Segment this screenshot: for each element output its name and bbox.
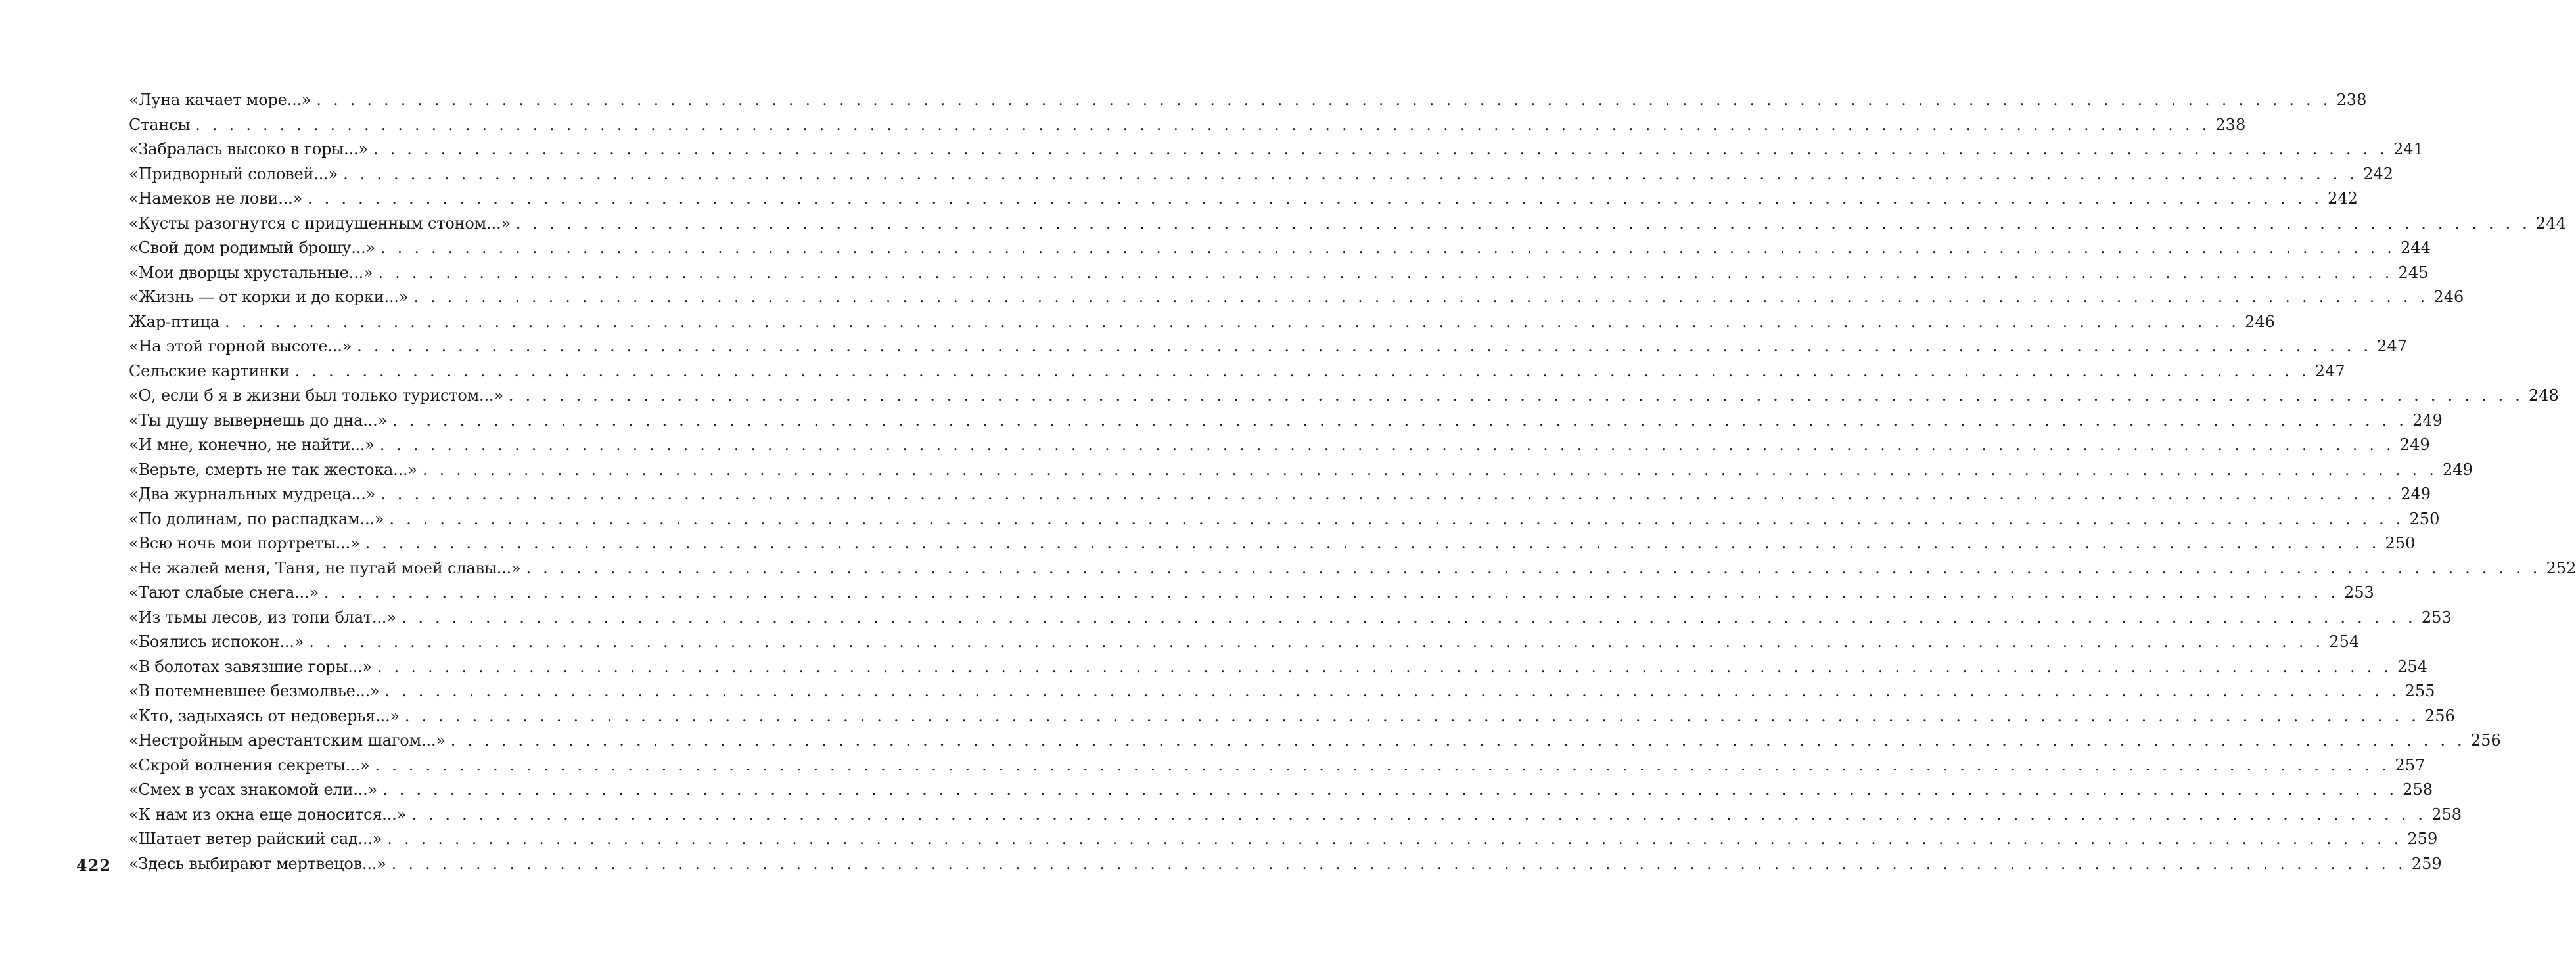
- entry-page-number: 246: [2433, 288, 2464, 306]
- dot-leader: . . . . . . . . . . . . . . . . . . . . . . . . . . . . . . . . . . . . . . . . . . . . . . . . . . . . . . . . . . . . . . . . . . . . . . . . . . . . . . . . . . . . . . . . . . . . . . . . . . . . . . . . . . . . . . . . . . . . . . . .: [380, 238, 2396, 257]
- entry-page-number: 254: [2329, 633, 2360, 651]
- dot-leader: . . . . . . . . . . . . . . . . . . . . . . . . . . . . . . . . . . . . . . . . . . . . . . . . . . . . . . . . . . . . . . . . . . . . . . . . . . . . . . . . . . . . . . . . . . . . . . . . . . . . . . . . . . . . . . . . . . . . . . . .: [377, 657, 2393, 676]
- entry-page-number: 246: [2245, 312, 2275, 331]
- toc-entry: [129, 113, 2246, 138]
- dot-leader: . . . . . . . . . . . . . . . . . . . . . . . . . . . . . . . . . . . . . . . . . . . . . . . . . . . . . . . . . . . . . . . . . . . . . . . . . . . . . . . . . . . . . . . . . . . . . . . . . . . . . . . . . . . . . . . . . . . . . . . .: [389, 509, 2404, 528]
- dot-leader: . . . . . . . . . . . . . . . . . . . . . . . . . . . . . . . . . . . . . . . . . . . . . . . . . . . . . . . . . . . . . . . . . . . . . . . . . . . . . . . . . . . . . . . . . . . . . . . . . . . . . . . . . . . . . . . . . . . . . . . .: [422, 460, 2438, 479]
- dot-leader: . . . . . . . . . . . . . . . . . . . . . . . . . . . . . . . . . . . . . . . . . . . . . . . . . . . . . . . . . . . . . . . . . . . . . . . . . . . . . . . . . . . . . . . . . . . . . . . . . . . . . . . . . . . . . . . . . . . . . . . .: [382, 780, 2398, 799]
- entry-page-number: 247: [2314, 361, 2345, 380]
- entry-title: «Кусты разогнутся с придушенным стоном...»: [129, 213, 511, 233]
- entry-page-number: 242: [2328, 189, 2358, 208]
- entry-title: «Шатает ветер райский сад...»: [129, 830, 382, 848]
- table-of-contents: [129, 88, 2576, 876]
- entry-title: «Жизнь — от корки и до корки...»: [129, 288, 409, 306]
- entry-title: «Скрой волнения секреты...»: [129, 755, 370, 774]
- toc-entry: [129, 630, 2360, 655]
- toc-entry: [129, 778, 2433, 803]
- entry-title: «Из тьмы лесов, из топи блат...»: [129, 608, 396, 627]
- entry-page-number: 242: [2363, 164, 2393, 183]
- entry-title: «Свой дом родимый брошу...»: [129, 238, 376, 257]
- dot-leader: . . . . . . . . . . . . . . . . . . . . . . . . . . . . . . . . . . . . . . . . . . . . . . . . . . . . . . . . . . . . . . . . . . . . . . . . . . . . . . . . . . . . . . . . . . . . . . . . . . . . . . . . . . . . . . . . . . . . . . . .: [379, 435, 2395, 454]
- toc-entry: [129, 531, 2416, 556]
- entry-page-number: 250: [2409, 509, 2440, 528]
- toc-entry: [129, 556, 2576, 581]
- dot-leader: . . . . . . . . . . . . . . . . . . . . . . . . . . . . . . . . . . . . . . . . . . . . . . . . . . . . . . . . . . . . . . . . . . . . . . . . . . . . . . . . . . . . . . . . . . . . . . . . . . . . . . . . . . . . . . . . . . . . . . . .: [316, 91, 2332, 109]
- dot-leader: . . . . . . . . . . . . . . . . . . . . . . . . . . . . . . . . . . . . . . . . . . . . . . . . . . . . . . . . . . . . . . . . . . . . . . . . . . . . . . . . . . . . . . . . . . . . . . . . . . . . . . . . . . . . . . . . . . . . . . . .: [309, 633, 2324, 651]
- entry-page-number: 249: [2412, 411, 2443, 430]
- toc-entry: [129, 655, 2427, 680]
- toc-entry: [129, 507, 2440, 532]
- dot-leader: . . . . . . . . . . . . . . . . . . . . . . . . . . . . . . . . . . . . . . . . . . . . . . . . . . . . . . . . . . . . . . . . . . . . . . . . . . . . . . . . . . . . . . . . . . . . . . . . . . . . . . . . . . . . . . . . . . . . . . . .: [373, 140, 2389, 158]
- toc-entry: [129, 88, 2367, 113]
- entry-page-number: 253: [2421, 608, 2452, 627]
- dot-leader: . . . . . . . . . . . . . . . . . . . . . . . . . . . . . . . . . . . . . . . . . . . . . . . . . . . . . . . . . . . . . . . . . . . . . . . . . . . . . . . . . . . . . . . . . . . . . . . . . . . . . . . . . . . . . . . . . . . . . . . .: [392, 411, 2408, 430]
- entry-page-number: 244: [2401, 238, 2431, 257]
- toc-entry: [129, 212, 2566, 236]
- dot-leader: . . . . . . . . . . . . . . . . . . . . . . . . . . . . . . . . . . . . . . . . . . . . . . . . . . . . . . . . . . . . . . . . . . . . . . . . . . . . . . . . . . . . . . . . . . . . . . . . . . . . . . . . . . . . . . . . . . . . . . . .: [404, 706, 2420, 725]
- dot-leader: . . . . . . . . . . . . . . . . . . . . . . . . . . . . . . . . . . . . . . . . . . . . . . . . . . . . . . . . . . . . . . . . . . . . . . . . . . . . . . . . . . . . . . . . . . . . . . . . . . . . . . . . . . . . . . . . . . . . . . . .: [411, 805, 2427, 824]
- entry-page-number: 256: [2425, 706, 2455, 725]
- entry-title: «Всю ночь мои портреты...»: [129, 534, 360, 552]
- dot-leader: . . . . . . . . . . . . . . . . . . . . . . . . . . . . . . . . . . . . . . . . . . . . . . . . . . . . . . . . . . . . . . . . . . . . . . . . . . . . . . . . . . . . . . . . . . . . . . . . . . . . . . . . . . . . . . . . . . . . . . . .: [401, 608, 2416, 627]
- entry-title: «О, если б я в жизни был только туристом...»: [129, 386, 503, 405]
- toc-entry: [129, 753, 2426, 778]
- entry-title: «Луна качает море...»: [129, 91, 311, 109]
- toc-entry: [129, 827, 2438, 852]
- toc-entry: [129, 458, 2473, 483]
- dot-leader: . . . . . . . . . . . . . . . . . . . . . . . . . . . . . . . . . . . . . . . . . . . . . . . . . . . . . . . . . . . . . . . . . . . . . . . . . . . . . . . . . . . . . . . . . . . . . . . . . . . . . . . . . . . . . . . . . . . . . . . .: [308, 189, 2323, 208]
- entry-title: «В болотах завязшие горы...»: [129, 657, 373, 676]
- toc-entry: [129, 581, 2374, 606]
- entry-title: Жар-птица: [129, 312, 219, 331]
- entry-page-number: 256: [2470, 731, 2501, 749]
- dot-leader: . . . . . . . . . . . . . . . . . . . . . . . . . . . . . . . . . . . . . . . . . . . . . . . . . . . . . . . . . . . . . . . . . . . . . . . . . . . . . . . . . . . . . . . . . . . . . . . . . . . . . . . . . . . . . . . . . . . . . . . .: [387, 830, 2403, 848]
- entry-title: «Верьте, смерть не так жестока...»: [129, 460, 417, 479]
- entry-title: «Здесь выбирают мертвецов...»: [129, 854, 386, 873]
- entry-page-number: 244: [2536, 213, 2566, 233]
- entry-page-number: 258: [2403, 780, 2433, 799]
- toc-entry: [129, 162, 2393, 187]
- toc-entry: [129, 679, 2435, 704]
- entry-page-number: 259: [2411, 854, 2442, 873]
- toc-entry: [129, 137, 2424, 162]
- toc-entry: [129, 482, 2431, 507]
- entry-title: «Ты душу вывернешь до дна...»: [129, 411, 387, 430]
- dot-leader: . . . . . . . . . . . . . . . . . . . . . . . . . . . . . . . . . . . . . . . . . . . . . . . . . . . . . . . . . . . . . . . . . . . . . . . . . . . . . . . . . . . . . . . . . . . . . . . . . . . . . . . . . . . . . . . . . . . . . . . .: [450, 731, 2466, 749]
- toc-entry: [129, 728, 2501, 753]
- entry-title: «В потемневшее безмолвье...»: [129, 682, 380, 700]
- toc-entry: [129, 261, 2429, 286]
- toc-entry: [129, 409, 2443, 434]
- toc-entry: [129, 334, 2408, 359]
- entry-title: «Не жалей меня, Таня, не пугай моей славы...»: [129, 558, 521, 577]
- entry-title: «Боялись испокон...»: [129, 633, 304, 651]
- dot-leader: . . . . . . . . . . . . . . . . . . . . . . . . . . . . . . . . . . . . . . . . . . . . . . . . . . . . . . . . . . . . . . . . . . . . . . . . . . . . . . . . . . . . . . . . . . . . . . . . . . . . . . . . . . . . . . . . . . . . . . . .: [323, 583, 2339, 602]
- entry-page-number: 250: [2385, 534, 2416, 552]
- entry-title: «Смех в усах знакомой ели...»: [129, 780, 378, 799]
- entry-page-number: 249: [2401, 485, 2431, 503]
- entry-page-number: 249: [2443, 460, 2473, 479]
- dot-leader: . . . . . . . . . . . . . . . . . . . . . . . . . . . . . . . . . . . . . . . . . . . . . . . . . . . . . . . . . . . . . . . . . . . . . . . . . . . . . . . . . . . . . . . . . . . . . . . . . . . . . . . . . . . . . . . . . . . . . . . .: [515, 213, 2531, 233]
- entry-page-number: 238: [2215, 115, 2246, 134]
- toc-entry: [129, 310, 2275, 335]
- dot-leader: . . . . . . . . . . . . . . . . . . . . . . . . . . . . . . . . . . . . . . . . . . . . . . . . . . . . . . . . . . . . . . . . . . . . . . . . . . . . . . . . . . . . . . . . . . . . . . . . . . . . . . . . . . . . . . . . . . . . . . . .: [224, 312, 2240, 331]
- toc-entry: [129, 359, 2345, 384]
- entry-page-number: 253: [2343, 583, 2374, 602]
- dot-leader: . . . . . . . . . . . . . . . . . . . . . . . . . . . . . . . . . . . . . . . . . . . . . . . . . . . . . . . . . . . . . . . . . . . . . . . . . . . . . . . . . . . . . . . . . . . . . . . . . . . . . . . . . . . . . . . . . . . . . . . .: [391, 854, 2406, 873]
- page-number: 422: [76, 856, 112, 875]
- toc-entry: [129, 852, 2442, 877]
- entry-title: «Два журнальных мудреца...»: [129, 485, 376, 503]
- entry-title: «Придворный соловей...»: [129, 164, 338, 183]
- dot-leader: . . . . . . . . . . . . . . . . . . . . . . . . . . . . . . . . . . . . . . . . . . . . . . . . . . . . . . . . . . . . . . . . . . . . . . . . . . . . . . . . . . . . . . . . . . . . . . . . . . . . . . . . . . . . . . . . . . . . . . . .: [380, 485, 2396, 503]
- toc-entry: [129, 803, 2462, 828]
- entry-page-number: 254: [2397, 657, 2427, 676]
- entry-title: «К нам из окна еще доносится...»: [129, 805, 407, 824]
- entry-title: «Намеков не лови...»: [129, 189, 302, 208]
- entry-page-number: 247: [2377, 337, 2408, 355]
- entry-page-number: 238: [2336, 91, 2367, 109]
- dot-leader: . . . . . . . . . . . . . . . . . . . . . . . . . . . . . . . . . . . . . . . . . . . . . . . . . . . . . . . . . . . . . . . . . . . . . . . . . . . . . . . . . . . . . . . . . . . . . . . . . . . . . . . . . . . . . . . . . . . . . . . .: [365, 534, 2380, 552]
- toc-entry: [129, 285, 2464, 310]
- toc-entry: [129, 384, 2559, 409]
- dot-leader: . . . . . . . . . . . . . . . . . . . . . . . . . . . . . . . . . . . . . . . . . . . . . . . . . . . . . . . . . . . . . . . . . . . . . . . . . . . . . . . . . . . . . . . . . . . . . . . . . . . . . . . . . . . . . . . . . . . . . . . .: [195, 115, 2211, 134]
- toc-entry: [129, 704, 2455, 729]
- entry-page-number: 252: [2546, 558, 2576, 577]
- toc-entry: [129, 187, 2358, 212]
- entry-page-number: 245: [2398, 263, 2429, 282]
- entry-page-number: 248: [2528, 386, 2559, 405]
- entry-title: «Забралась высоко в горы...»: [129, 140, 368, 158]
- entry-title: «Тают слабые снега...»: [129, 583, 319, 602]
- entry-page-number: 255: [2404, 682, 2435, 700]
- entry-page-number: 259: [2407, 830, 2438, 848]
- toc-entry: [129, 236, 2431, 261]
- entry-title: «По долинам, по распадкам...»: [129, 509, 384, 528]
- entry-title: Сельские картинки: [129, 361, 290, 380]
- dot-leader: . . . . . . . . . . . . . . . . . . . . . . . . . . . . . . . . . . . . . . . . . . . . . . . . . . . . . . . . . . . . . . . . . . . . . . . . . . . . . . . . . . . . . . . . . . . . . . . . . . . . . . . . . . . . . . . . . . . . . . . .: [526, 558, 2541, 577]
- toc-entry: [129, 433, 2430, 458]
- entry-title: «Кто, задыхаясь от недоверья...»: [129, 706, 400, 725]
- entry-page-number: 241: [2393, 140, 2424, 158]
- entry-title: «Мои дворцы хрустальные...»: [129, 263, 373, 282]
- dot-leader: . . . . . . . . . . . . . . . . . . . . . . . . . . . . . . . . . . . . . . . . . . . . . . . . . . . . . . . . . . . . . . . . . . . . . . . . . . . . . . . . . . . . . . . . . . . . . . . . . . . . . . . . . . . . . . . . . . . . . . . .: [384, 682, 2400, 700]
- dot-leader: . . . . . . . . . . . . . . . . . . . . . . . . . . . . . . . . . . . . . . . . . . . . . . . . . . . . . . . . . . . . . . . . . . . . . . . . . . . . . . . . . . . . . . . . . . . . . . . . . . . . . . . . . . . . . . . . . . . . . . . .: [508, 386, 2523, 405]
- entry-page-number: 258: [2431, 805, 2462, 824]
- entry-title: «И мне, конечно, не найти...»: [129, 435, 375, 454]
- dot-leader: . . . . . . . . . . . . . . . . . . . . . . . . . . . . . . . . . . . . . . . . . . . . . . . . . . . . . . . . . . . . . . . . . . . . . . . . . . . . . . . . . . . . . . . . . . . . . . . . . . . . . . . . . . . . . . . . . . . . . . . .: [343, 164, 2358, 183]
- entry-title: «Нестройным арестантским шагом...»: [129, 731, 446, 749]
- dot-leader: . . . . . . . . . . . . . . . . . . . . . . . . . . . . . . . . . . . . . . . . . . . . . . . . . . . . . . . . . . . . . . . . . . . . . . . . . . . . . . . . . . . . . . . . . . . . . . . . . . . . . . . . . . . . . . . . . . . . . . . .: [378, 263, 2393, 282]
- dot-leader: . . . . . . . . . . . . . . . . . . . . . . . . . . . . . . . . . . . . . . . . . . . . . . . . . . . . . . . . . . . . . . . . . . . . . . . . . . . . . . . . . . . . . . . . . . . . . . . . . . . . . . . . . . . . . . . . . . . . . . . .: [357, 337, 2372, 355]
- dot-leader: . . . . . . . . . . . . . . . . . . . . . . . . . . . . . . . . . . . . . . . . . . . . . . . . . . . . . . . . . . . . . . . . . . . . . . . . . . . . . . . . . . . . . . . . . . . . . . . . . . . . . . . . . . . . . . . . . . . . . . . .: [294, 361, 2310, 380]
- dot-leader: . . . . . . . . . . . . . . . . . . . . . . . . . . . . . . . . . . . . . . . . . . . . . . . . . . . . . . . . . . . . . . . . . . . . . . . . . . . . . . . . . . . . . . . . . . . . . . . . . . . . . . . . . . . . . . . . . . . . . . . .: [413, 288, 2429, 306]
- entry-title: Стансы: [129, 115, 191, 134]
- entry-page-number: 257: [2395, 755, 2426, 774]
- dot-leader: . . . . . . . . . . . . . . . . . . . . . . . . . . . . . . . . . . . . . . . . . . . . . . . . . . . . . . . . . . . . . . . . . . . . . . . . . . . . . . . . . . . . . . . . . . . . . . . . . . . . . . . . . . . . . . . . . . . . . . . .: [375, 755, 2390, 774]
- toc-entry: [129, 606, 2452, 631]
- entry-page-number: 249: [2399, 435, 2430, 454]
- entry-title: «На этой горной высоте...»: [129, 337, 352, 355]
